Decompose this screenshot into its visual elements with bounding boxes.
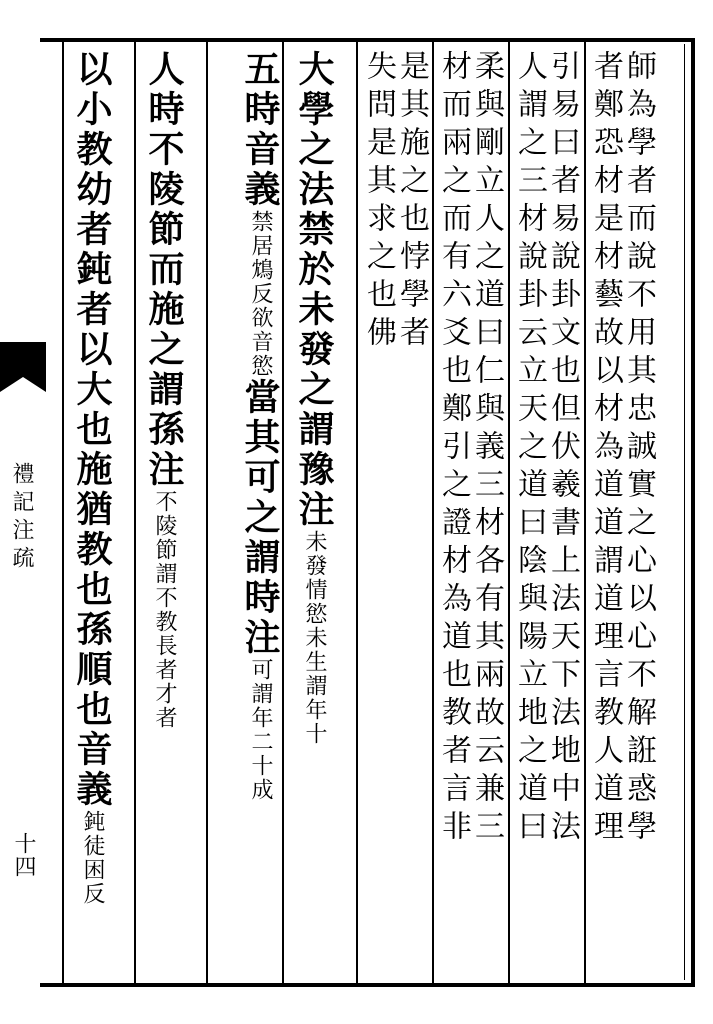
page-gutter <box>0 42 62 983</box>
main-text-column <box>143 50 185 980</box>
column-rule <box>508 42 510 983</box>
frame-bottom-border <box>40 983 695 987</box>
annotation-text: 禁居鴆反欲音慾 <box>248 210 273 378</box>
text-column: 師為學者而說不用其忠誠實之心以心不解誑惑學 <box>621 50 656 848</box>
column-rule <box>134 42 136 983</box>
main-text: 大學之法禁於未發之謂豫注 <box>293 50 335 530</box>
frame-top-border <box>40 38 695 42</box>
main-text-column <box>71 50 113 980</box>
book-title: 禮記注疏 <box>9 462 34 574</box>
page-number: 十四 <box>11 832 36 878</box>
column-rule <box>62 42 64 983</box>
main-text-column <box>293 50 335 980</box>
annotation-text: 可謂年二十成 <box>248 658 273 802</box>
main-text: 五時音義 <box>239 50 281 210</box>
column-rule <box>584 42 586 983</box>
main-text-column <box>218 50 281 980</box>
main-text: 當其可之謂時注 <box>239 378 281 658</box>
column-rule <box>282 42 284 983</box>
fishtail-mark <box>0 342 46 392</box>
column-rule <box>356 42 358 983</box>
text-column: 引易曰者易說卦文也但伏羲書上法天下法地中法 <box>545 50 580 848</box>
text-column: 是其施之也悖學者 <box>394 50 429 354</box>
text-column: 人謂之三材說卦云立天之道曰陰與陽立地之道曰 <box>512 50 547 848</box>
text-column: 失問是其求之也佛 <box>361 50 396 354</box>
text-column: 材而兩之而有六爻也鄭引之證材為道也教者言非 <box>436 50 471 848</box>
annotation-text: 鈍徒困反 <box>80 810 105 906</box>
annotation-text: 不陵節謂不教長者才者 <box>152 490 177 730</box>
frame-right-border <box>691 38 695 987</box>
annotation-text: 未發情慾未生謂年十 <box>302 530 327 746</box>
frame-right-inner-rule <box>684 44 685 980</box>
main-text: 人時不陵節而施之謂孫注 <box>143 50 185 490</box>
text-column: 者鄭恐材是材藝故以材為道道謂道理言教人道理 <box>588 50 623 848</box>
text-column: 柔與剛立人之道曰仁與義三材各有其兩故云兼三 <box>469 50 504 848</box>
main-text: 以小教幼者鈍者以大也施猶教也孫順也音義 <box>71 50 113 810</box>
column-rule <box>432 42 434 983</box>
column-rule <box>206 42 208 983</box>
